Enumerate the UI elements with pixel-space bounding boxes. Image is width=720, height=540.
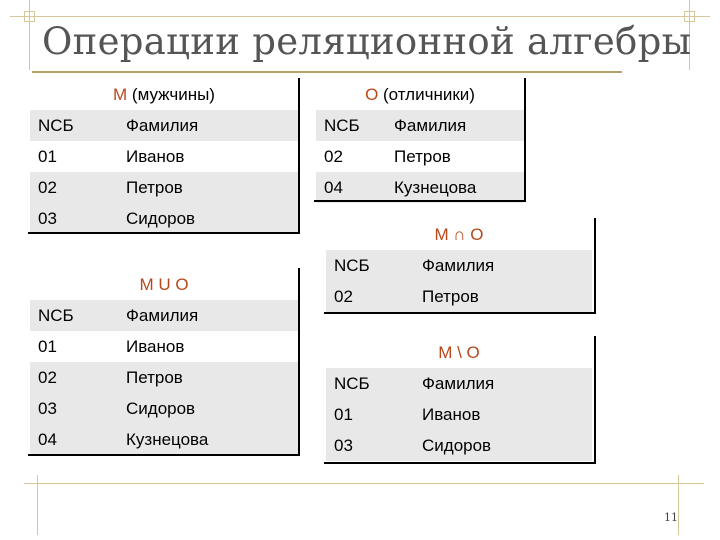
slide-title: Операции реляционной алгебры [42,20,692,63]
relation-intersection-frame [324,218,596,314]
table-row: 03 Сидоров [30,203,298,234]
table-row: 03 Сидоров [30,393,298,424]
table-row: 01 Иванов [30,331,298,362]
frame-line-left [29,0,30,70]
column-header: NCБ [326,250,414,281]
frame-line-top [10,16,710,17]
relation-difference-caption: М \ О [438,343,480,362]
table-row: 01 Иванов [30,141,298,172]
table-row: 03 Сидоров [326,430,592,461]
column-header: NCБ [30,300,118,331]
relation-o-caption: О (отличники) [365,85,475,104]
table-row: 02 Петров [316,141,524,172]
footer-line [24,483,704,484]
relation-intersection-caption: М ∩ О [434,225,484,244]
column-header: Фамилия [118,300,298,331]
relation-difference-frame [324,336,596,464]
table-row: 04 Кузнецова [30,424,298,455]
table-row: 04 Кузнецова [316,172,524,203]
column-header: Фамилия [386,110,524,141]
table-row: 02 Петров [30,172,298,203]
column-header: NCБ [316,110,386,141]
column-header: NCБ [30,110,118,141]
relation-o-frame [314,78,526,202]
footer-line-left [37,475,38,535]
relation-union-caption: М U О [139,275,189,294]
title-underline [32,71,622,73]
table-row: 01 Иванов [326,399,592,430]
column-header: NCБ [326,368,414,399]
column-header: Фамилия [414,368,592,399]
column-header: Фамилия [414,250,592,281]
column-header: Фамилия [118,110,298,141]
relation-union-frame [28,268,300,456]
table-row: 02 Петров [326,281,592,312]
relation-m-caption: М (мужчины) [113,85,215,104]
footer-line-right [678,475,679,535]
relation-m-frame [28,78,300,234]
table-row: 02 Петров [30,362,298,393]
page-number: 11 [664,511,678,524]
